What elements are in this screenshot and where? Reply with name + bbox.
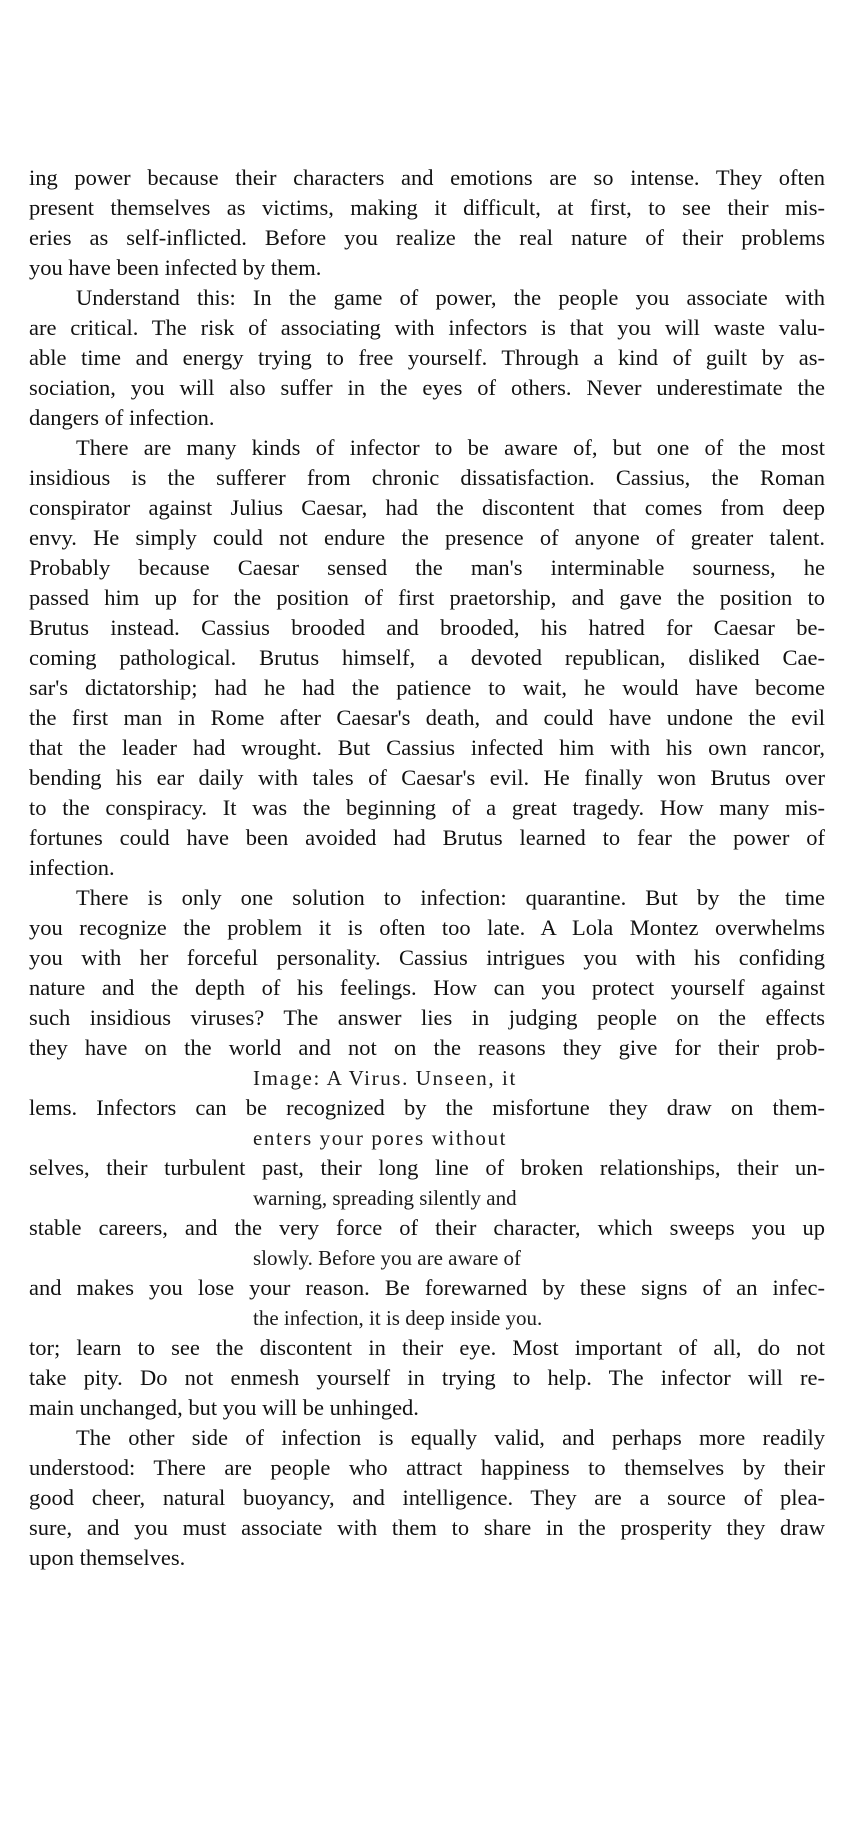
text-line: upon themselves.	[29, 1545, 186, 1570]
text-line: bending his ear daily with tales of Caesar's evil. He finally won Brutus over	[29, 765, 825, 790]
text-line: selves, their turbulent past, their long line of broken relationships, their un-	[29, 1155, 825, 1180]
text-line: you recognize the problem it is often too late. A Lola Montez overwhelms	[29, 915, 825, 940]
text-line: ing power because their characters and emotions are so intense. They often	[29, 165, 825, 190]
text-line: coming pathological. Brutus himself, a devoted republican, disliked Cae-	[29, 645, 825, 670]
image-caption-line: warning, spreading silently and	[253, 1186, 517, 1210]
text-line: fortunes could have been avoided had Brutus learned to fear the power of	[29, 825, 825, 850]
text-line: the first man in Rome after Caesar's death, and could have undone the evil	[29, 705, 825, 730]
text-line: infection.	[29, 855, 115, 880]
image-caption-line: the infection, it is deep inside you.	[253, 1306, 543, 1330]
text-line: dangers of infection.	[29, 405, 215, 430]
text-line: take pity. Do not enmesh yourself in trying to help. The infector will re-	[29, 1365, 825, 1390]
text-line: such insidious viruses? The answer lies in judging people on the effects	[29, 1005, 825, 1030]
text-line: insidious is the sufferer from chronic dissatisfaction. Cassius, the Roman	[29, 465, 825, 490]
book-page-text	[29, 163, 825, 1573]
text-line: Probably because Caesar sensed the man's interminable sourness, he	[29, 555, 825, 580]
text-line: understood: There are people who attract happiness to themselves by their	[29, 1455, 825, 1480]
text-line: eries as self-inflicted. Before you realize the real nature of their problems	[29, 225, 825, 250]
text-line: and makes you lose your reason. Be forewarned by these signs of an infec-	[29, 1275, 825, 1300]
text-line: good cheer, natural buoyancy, and intelligence. They are a source of plea-	[29, 1485, 825, 1510]
text-line: you have been infected by them.	[29, 255, 322, 280]
text-line: able time and energy trying to free yourself. Through a kind of guilt by as-	[29, 345, 825, 370]
text-line: Brutus instead. Cassius brooded and brooded, his hatred for Caesar be-	[29, 615, 825, 640]
text-line: are critical. The risk of associating with infectors is that you will waste valu-	[29, 315, 825, 340]
text-line: present themselves as victims, making it difficult, at first, to see their mis-	[29, 195, 825, 220]
paragraph-first-line: There is only one solution to infection: quarantine. But by the time	[76, 885, 825, 910]
paragraph-first-line: Understand this: In the game of power, the people you associate with	[76, 285, 825, 310]
image-caption-line: enters your pores without	[253, 1126, 508, 1150]
text-line: passed him up for the position of first praetorship, and gave the position to	[29, 585, 825, 610]
paragraph-first-line: There are many kinds of infector to be aware of, but one of the most	[76, 435, 825, 460]
text-line: stable careers, and the very force of their character, which sweeps you up	[29, 1215, 825, 1240]
text-line: conspirator against Julius Caesar, had the discontent that comes from deep	[29, 495, 825, 520]
text-line: nature and the depth of his feelings. How can you protect yourself against	[29, 975, 825, 1000]
text-line: to the conspiracy. It was the beginning of a great tragedy. How many mis-	[29, 795, 825, 820]
text-line: envy. He simply could not endure the presence of anyone of greater talent.	[29, 525, 825, 550]
text-line: sure, and you must associate with them to share in the prosperity they draw	[29, 1515, 825, 1540]
image-caption-line: Image: A Virus. Unseen, it	[253, 1066, 517, 1090]
text-line: sociation, you will also suffer in the eyes of others. Never underestimate the	[29, 375, 825, 400]
image-caption-line: slowly. Before you are aware of	[253, 1246, 522, 1270]
text-line: that the leader had wrought. But Cassius infected him with his own rancor,	[29, 735, 825, 760]
text-line: sar's dictatorship; had he had the patience to wait, he would have become	[29, 675, 825, 700]
text-line: you with her forceful personality. Cassius intrigues you with his confiding	[29, 945, 825, 970]
text-line: they have on the world and not on the reasons they give for their prob-	[29, 1035, 825, 1060]
text-line: tor; learn to see the discontent in their eye. Most important of all, do not	[29, 1335, 825, 1360]
text-line: main unchanged, but you will be unhinged.	[29, 1395, 419, 1420]
text-line: lems. Infectors can be recognized by the misfortune they draw on them-	[29, 1095, 825, 1120]
paragraph-first-line: The other side of infection is equally valid, and perhaps more readily	[76, 1425, 825, 1450]
